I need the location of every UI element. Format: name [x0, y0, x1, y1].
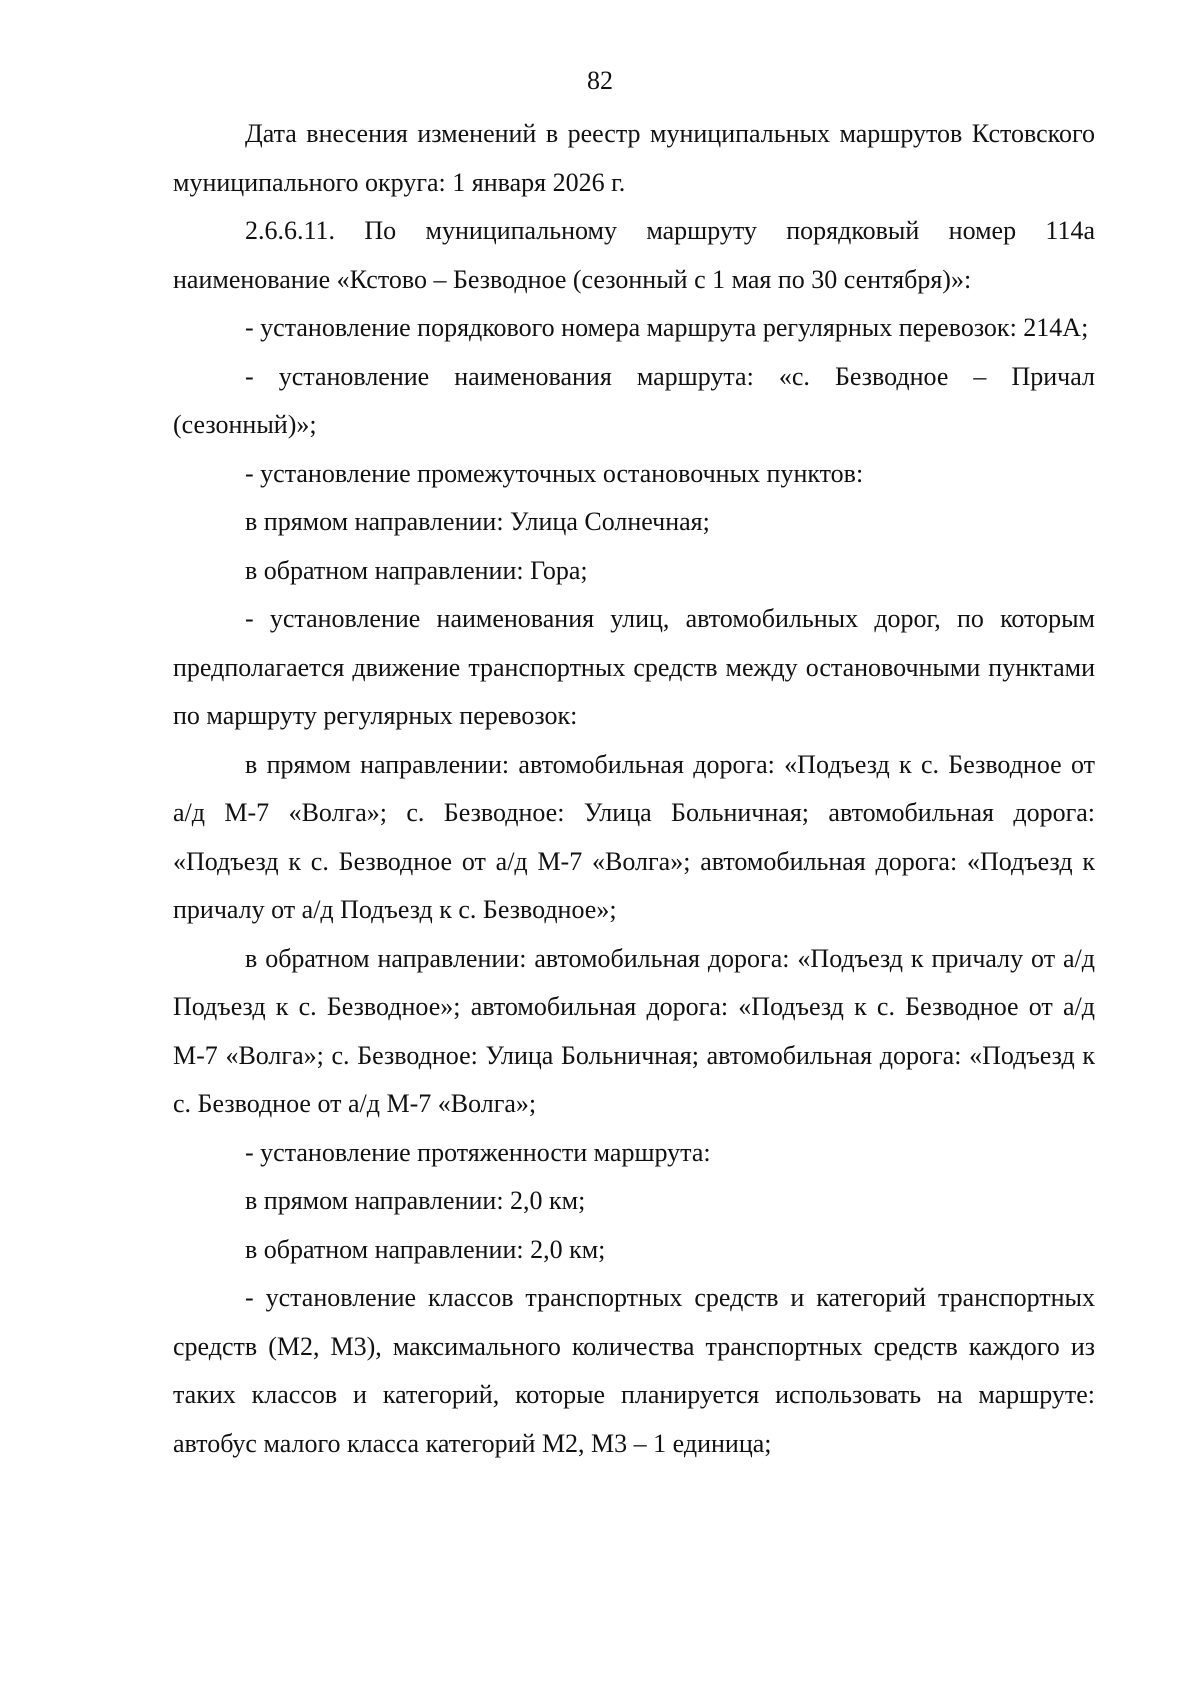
document-body: [173, 110, 1095, 1468]
paragraph-streets-forward: в прямом направлении: автомобильная дорога: «Подъезд к с. Безводное от а/д М-7 «Волга»; с. Безводное: Улица Больничная; автомобильная дорога: «Подъезд к с. Безводное от а/д М-7 «Волга»; автомобильная дорога: «Подъезд к причалу от а/д Подъезд к с. Безводное»;: [173, 749, 1095, 924]
paragraph-length-heading: - установление протяженности маршрута:: [245, 1137, 711, 1167]
paragraph-length-reverse: в обратном направлении: 2,0 км;: [245, 1234, 606, 1264]
paragraph-intermediate-stops: - установление промежуточных остановочных пунктов:: [245, 458, 864, 488]
paragraph-route-name: - установление наименования маршрута: «с. Безводное – Причал (сезонный)»;: [173, 361, 1095, 439]
paragraph-registry-date: Дата внесения изменений в реестр муниципальных маршрутов Кстовского муниципального округа: 1 января 2026 г.: [173, 119, 1095, 197]
paragraph-streets-reverse: в обратном направлении: автомобильная дорога: «Подъезд к причалу от а/д Подъезд к с. Безводное»; автомобильная дорога: «Подъезд к с. Безводное от а/д М-7 «Волга»; с. Безводное: Улица Больничная; автомобильная дорога: «Подъезд к с. Безводное от а/д М-7 «Волга»;: [173, 943, 1095, 1118]
paragraph-streets-heading: - установление наименования улиц, автомобильных дорог, по которым предполагается движение транспортных средств между остановочными пунктами по маршруту регулярных перевозок:: [173, 604, 1095, 730]
paragraph-vehicle-classes: - установление классов транспортных средств и категорий транспортных средств (М2, М3), максимального количества транспортных средств каждого из таких классов и категорий, которые планируется использовать на маршруте: автобус малого класса категорий М2, М3 – 1 единица;: [173, 1283, 1095, 1458]
paragraph-length-forward: в прямом направлении: 2,0 км;: [245, 1186, 586, 1215]
page-number: 82: [587, 66, 613, 95]
paragraph-route-heading: 2.6.6.11. По муниципальному маршруту порядковый номер 114а наименование «Кстово – Безводное (сезонный с 1 мая по 30 сентября)»:: [173, 216, 1095, 294]
paragraph-stops-forward: в прямом направлении: Улица Солнечная;: [245, 507, 710, 536]
paragraph-route-number: - установление порядкового номера маршрута регулярных перевозок: 214А;: [245, 313, 1089, 342]
paragraph-stops-reverse: в обратном направлении: Гора;: [245, 555, 588, 585]
